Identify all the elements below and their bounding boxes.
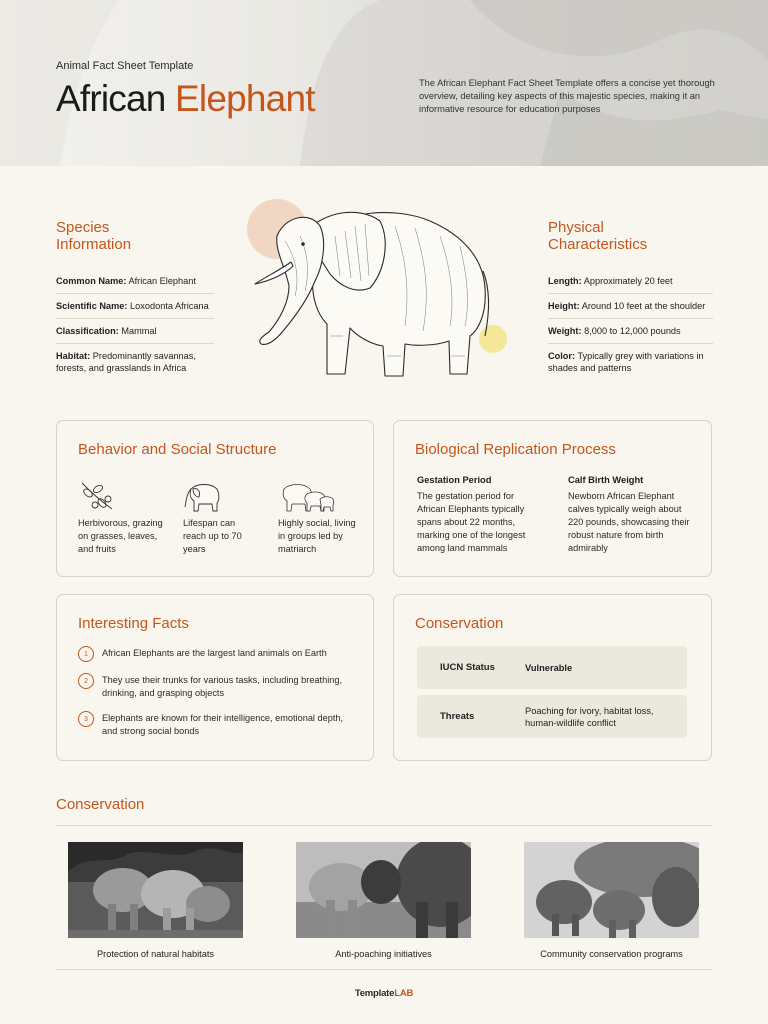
biological-card — [393, 420, 712, 577]
calf-weight-column — [568, 475, 693, 555]
behavior-text: Lifespan can reach up to 70 years — [183, 518, 242, 554]
elephant-icon — [183, 479, 223, 513]
hero-subtitle: Animal Fact Sheet Template — [56, 60, 194, 72]
habitat-photo — [68, 842, 243, 938]
list-item — [78, 647, 358, 662]
title-accent: Elephant — [175, 78, 315, 119]
fact-row — [548, 319, 713, 344]
fact-label: Length: — [548, 276, 582, 286]
list-item — [78, 674, 358, 700]
photo-caption: Anti-poaching initiatives — [335, 949, 432, 959]
facts-list — [78, 647, 358, 750]
fact-value: Loxodonta Africana — [130, 301, 209, 311]
hero-description: The African Elephant Fact Sheet Template offers a concise yet thorough overview, detailing key aspects of this majestic species, making it an informative resource for education purposes — [419, 78, 715, 114]
divider — [56, 969, 712, 970]
fact-value: Around 10 feet at the shoulder — [581, 301, 706, 311]
leaf-branch-icon — [78, 479, 118, 513]
behavior-item — [183, 479, 253, 556]
gestation-heading: Gestation Period — [417, 475, 492, 485]
biological-title: Biological Replication Process — [415, 441, 616, 458]
row-value: Vulnerable — [525, 662, 573, 673]
fact-label: Scientific Name: — [56, 301, 128, 311]
brand-accent: LAB — [394, 988, 414, 999]
physical-title: Physical Characteristics — [548, 219, 648, 253]
physical-facts — [548, 269, 713, 380]
fact-value: African Elephant — [128, 276, 196, 286]
behavior-text: Herbivorous, grazing on grasses, leaves, and fruits — [78, 518, 163, 554]
fact-label: Common Name: — [56, 276, 127, 286]
anti-poaching-photo — [296, 842, 471, 938]
fact-row — [548, 344, 713, 380]
facts-title: Interesting Facts — [78, 615, 189, 632]
threats-row — [417, 695, 687, 738]
number-badge: 2 — [78, 673, 94, 689]
number-badge: 3 — [78, 711, 94, 727]
fact-label: Habitat: — [56, 351, 91, 361]
row-value: Poaching for ivory, habitat loss, human-wildlife conflict — [525, 705, 654, 728]
species-facts — [56, 269, 214, 380]
interesting-facts-card — [56, 594, 374, 761]
behavior-item — [278, 479, 358, 556]
elephant-illustration — [245, 196, 515, 386]
species-title: Species Information — [56, 219, 132, 253]
fact-value: Approximately 20 feet — [583, 276, 673, 286]
row-key: Threats — [440, 711, 475, 722]
fact-text: They use their trunks for various tasks, including breathing, drinking, and grasping objects — [102, 675, 343, 698]
conservation-section-title: Conservation — [56, 796, 145, 813]
fact-row — [548, 269, 713, 294]
iucn-status-row — [417, 646, 687, 689]
fact-row — [56, 344, 214, 380]
divider — [56, 825, 712, 826]
behavior-card — [56, 420, 374, 577]
page-title — [56, 78, 315, 120]
gestation-text: The gestation period for African Elephants typically spans about 22 months, marking one of the longest among land mammals — [417, 491, 526, 553]
physical-characteristics — [548, 219, 713, 380]
fact-label: Weight: — [548, 326, 582, 336]
calf-weight-text: Newborn African Elephant calves typically weigh about 220 pounds, showcasing their robust nature from birth admirably — [568, 491, 690, 553]
photo-caption: Protection of natural habitats — [97, 949, 214, 959]
fact-row — [56, 269, 214, 294]
photo-caption: Community conservation programs — [540, 949, 683, 959]
fact-row — [56, 294, 214, 319]
conservation-card-title: Conservation — [415, 615, 504, 632]
brand-logo — [0, 988, 768, 999]
behavior-title: Behavior and Social Structure — [78, 441, 277, 458]
elephant-herd-icon — [278, 479, 338, 513]
species-information — [56, 219, 214, 380]
title-main: African — [56, 78, 166, 119]
conservation-card — [393, 594, 712, 761]
fact-label: Classification: — [56, 326, 119, 336]
behavior-text: Highly social, living in groups led by matriarch — [278, 518, 356, 554]
gestation-column — [417, 475, 542, 555]
fact-text: African Elephants are the largest land animals on Earth — [102, 648, 327, 658]
row-key: IUCN Status — [440, 662, 495, 673]
behavior-item — [78, 479, 168, 556]
list-item — [78, 712, 358, 738]
community-programs-photo — [524, 842, 699, 938]
fact-text: Elephants are known for their intelligence, emotional depth, and strong social bonds — [102, 713, 344, 736]
fact-label: Height: — [548, 301, 580, 311]
brand-text: Template — [354, 988, 395, 999]
hero-banner — [0, 0, 768, 166]
fact-value: Mammal — [121, 326, 157, 336]
number-badge: 1 — [78, 646, 94, 662]
fact-label: Color: — [548, 351, 576, 361]
fact-value: 8,000 to 12,000 pounds — [584, 326, 681, 336]
fact-value: Typically grey with variations in shades and patterns — [548, 351, 704, 373]
fact-row — [56, 319, 214, 344]
calf-weight-heading: Calf Birth Weight — [568, 475, 644, 485]
fact-row — [548, 294, 713, 319]
fact-value: Predominantly savannas, forests, and grasslands in Africa — [56, 351, 196, 373]
yellow-circle — [479, 325, 507, 353]
